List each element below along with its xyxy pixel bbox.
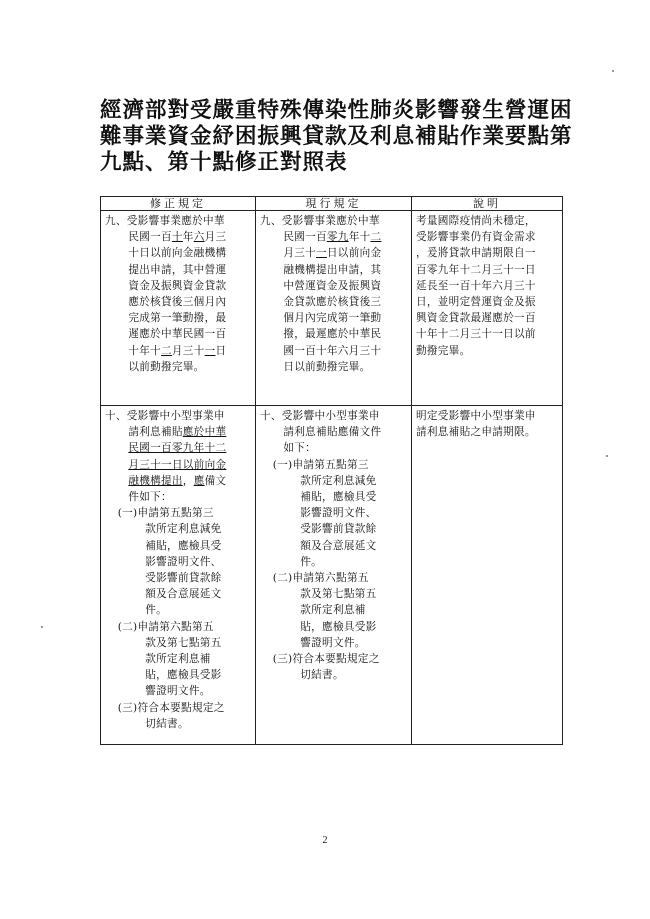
text-line: 受影響前貸款餘 [300, 523, 377, 536]
table-row-point-9 [101, 211, 563, 406]
cell-current-point-9 [256, 211, 412, 406]
text-line: 十年十二月三十一日以前 [416, 328, 536, 341]
text-line: 請利息補貼之申請期限。 [416, 426, 536, 439]
text-line: 金貸款應於核貸後三 [283, 296, 382, 309]
text-line: ，爰將貸款申請期限自一 [416, 247, 536, 260]
text-line: 民國一百十年六月三 [128, 231, 227, 244]
text-line: 延長至一百十年六月三十 [416, 279, 536, 292]
table-row-point-10 [101, 406, 563, 745]
text-line: 響證明文件。 [145, 685, 211, 698]
text-line: 額及合意展延文 [300, 539, 377, 552]
cell-current-point-10 [256, 406, 412, 745]
title-line: 難事業資金紓困振興貸款及利息補貼作業要點第 [100, 124, 573, 149]
text-line: (三)符合本要點規定之 [117, 701, 225, 714]
text-line: (二)申請第六點第五 [117, 620, 214, 633]
text-line: 九、受影響事業應於中華 [260, 215, 380, 227]
text-line: 款所定利息減免 [300, 474, 377, 487]
cell-note-point-9 [412, 211, 563, 406]
text-line: 完成第一筆動撥，最 [128, 312, 227, 325]
text-line: 件如下： [128, 491, 172, 504]
text-line: (一)申請第五點第三 [272, 458, 369, 471]
text-line: (二)申請第六點第五 [272, 572, 369, 585]
text-line: 十、受影響中小型事業申 [105, 410, 225, 422]
text-line: 動撥完畢。 [416, 344, 471, 357]
text-line: 切結書。 [300, 669, 344, 682]
text-line: 考量國際疫情尚未穩定， [416, 215, 536, 227]
text-line: 應於核貸後三個月內 [128, 296, 227, 309]
text-line: 受影響前貸款餘 [145, 572, 222, 585]
page-number: 2 [322, 835, 328, 846]
text-line: 十年十二月三十一日 [128, 344, 227, 357]
text-line: 請利息補貼應備文件 [283, 426, 382, 439]
text-line: 十、受影響中小型事業申 [260, 410, 380, 422]
text-line: 日，並明定營運資金及振 [416, 296, 536, 309]
text-line: 個月內完成第一筆動 [283, 312, 382, 325]
document-title [100, 98, 573, 176]
text-line: 資金及振興資金貸款 [128, 279, 227, 292]
text-line: 如下： [283, 442, 316, 455]
text-line: 款所定利息補 [300, 604, 366, 617]
text-line: 件。 [300, 555, 323, 568]
text-line: 撥，最遲應於中華民 [283, 328, 382, 341]
text-line: 款所定利息減免 [145, 523, 222, 536]
text-line: 影響證明文件、 [300, 507, 377, 520]
text-line: 融機構提出申請，其 [283, 263, 382, 276]
text-line: 以前動撥完畢。 [128, 360, 205, 373]
text-line: 補貼，應檢具受 [145, 539, 222, 552]
text-line: 十日以前向金融機構 [128, 247, 227, 260]
text-line: 款及第七點第五 [145, 636, 222, 649]
comparison-table [100, 196, 563, 745]
text-line: 國一百十年六月三十 [283, 344, 382, 357]
text-line: 補貼，應檢具受 [300, 491, 377, 504]
scan-speck [606, 455, 608, 457]
text-line: 民國一百零九年十二 [128, 442, 227, 455]
title-line: 經濟部對受嚴重特殊傳染性肺炎影響發生營運困 [100, 98, 573, 123]
text-line: 請利息補貼應於中華 [128, 426, 227, 439]
text-line: 月三十一日以前向金 [128, 458, 227, 471]
table-header-row [101, 197, 563, 211]
scan-speck [41, 626, 43, 628]
text-line: 九、受影響事業應於中華 [105, 215, 225, 227]
text-line: (一)申請第五點第三 [117, 507, 214, 520]
text-line: (三)符合本要點規定之 [272, 653, 380, 666]
text-line: 影響證明文件、 [145, 555, 222, 568]
text-line: 遲應於中華民國一百 [128, 328, 227, 341]
text-line: 中營運資金及振興資 [283, 279, 382, 292]
header-current: 現行規定 [256, 197, 412, 211]
cell-note-point-10 [412, 406, 563, 745]
scan-speck [612, 70, 614, 72]
text-line: 款所定利息補 [145, 653, 211, 666]
text-line: 興資金貸款最遲應於一百 [416, 312, 536, 325]
text-line: 民國一百零九年十二 [283, 231, 382, 244]
text-line: 響證明文件。 [300, 636, 366, 649]
text-line: 受影響事業仍有資金需求 [416, 231, 536, 244]
cell-revised-point-10 [101, 406, 256, 745]
text-line: 切結書。 [145, 717, 189, 730]
title-line: 九點、第十點修正對照表 [100, 150, 348, 175]
text-line: 款及第七點第五 [300, 588, 377, 601]
header-revised: 修正規定 [101, 197, 256, 211]
cell-revised-point-9 [101, 211, 256, 406]
text-line: 明定受影響中小型事業申 [416, 410, 536, 422]
text-line: 件。 [145, 604, 168, 617]
text-line: 貼，應檢具受影 [145, 669, 222, 682]
text-line: 百零九年十二月三十一日 [416, 263, 536, 276]
text-line: 貼，應檢具受影 [300, 620, 377, 633]
text-line: 日以前動撥完畢。 [283, 360, 371, 373]
text-line: 提出申請，其中營運 [128, 263, 227, 276]
text-line: 融機構提出，應備文 [128, 474, 227, 487]
header-note: 說明 [412, 197, 563, 211]
text-line: 額及合意展延文 [145, 588, 222, 601]
text-line: 月三十一日以前向金 [283, 247, 382, 260]
